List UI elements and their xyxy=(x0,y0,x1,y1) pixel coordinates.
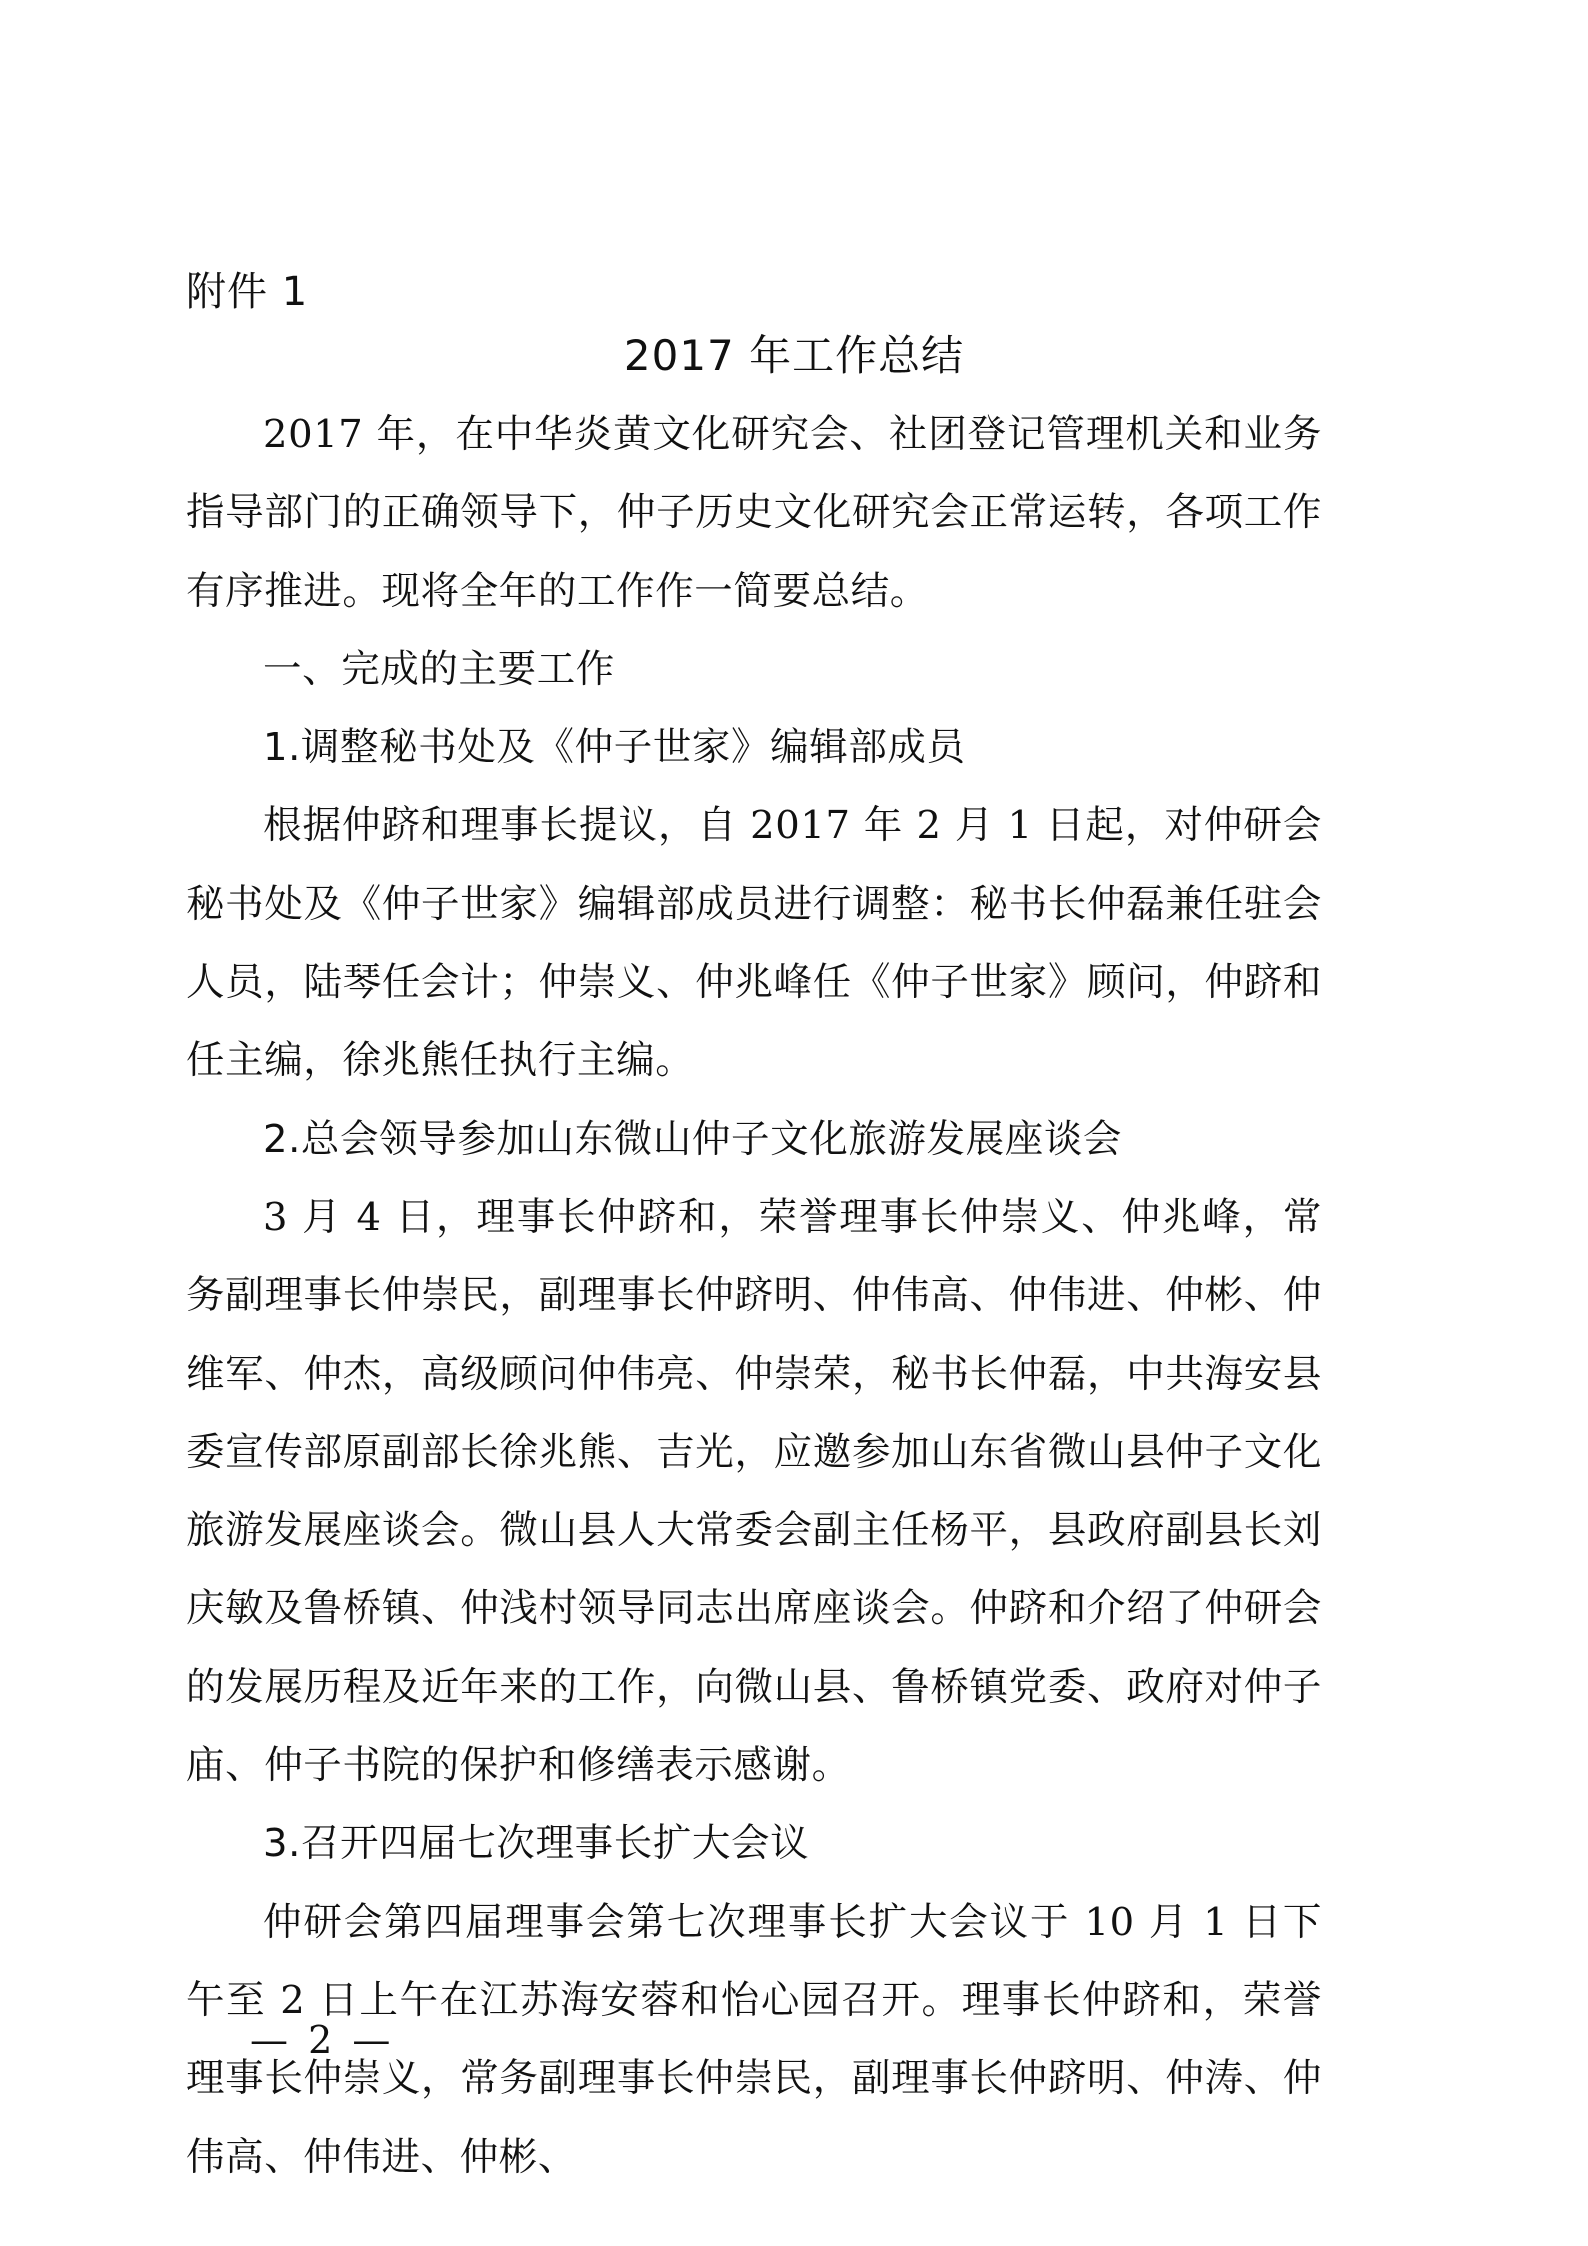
item-heading-1: 1.调整秘书处及《仲子世家》编辑部成员 xyxy=(263,725,966,771)
document-title: 2017 年工作总结 xyxy=(623,331,965,380)
intro-paragraph: 2017 年，在中华炎黄文化研究会、社团登记管理机关和业务指导部门的正确领导下，仲子历史文化研究会正常运转，各项工作有序推进。现将全年的工作作一简要总结。 xyxy=(186,412,1322,614)
item-heading-2: 2.总会领导参加山东微山仲子文化旅游发展座谈会 xyxy=(263,1116,1123,1162)
item-paragraph-3: 仲研会第四届理事会第七次理事长扩大会议于 10 月 1 日下午至 2 日上午在江苏海安蓉和怡心园召开。理事长仲跻和，荣誉理事长仲崇义，常务副理事长仲崇民，副理事长仲跻明、仲涛、仲伟高、仲伟进、仲彬、 xyxy=(186,1899,1322,2180)
item-paragraph-2: 3 月 4 日，理事长仲跻和，荣誉理事长仲崇义、仲兆峰，常务副理事长仲崇民，副理事长仲跻明、仲伟高、仲伟进、仲彬、仲维军、仲杰，高级顾问仲伟亮、仲崇荣，秘书长仲磊，中共海安县委宣传部原副部长徐兆熊、吉光，应邀参加山东省微山县仲子文化旅游发展座谈会。微山县人大常委会副主任杨平，县政府副县长刘庆敏及鲁桥镇、仲浅村领导同志出席座谈会。仲跻和介绍了仲研会的发展历程及近年来的工作，向微山县、鲁桥镇党委、政府对仲子庙、仲子书院的保护和修缮表示感谢。 xyxy=(186,1194,1322,1789)
item-heading-3: 3.召开四届七次理事长扩大会议 xyxy=(263,1821,810,1867)
item-paragraph-1: 根据仲跻和理事长提议，自 2017 年 2 月 1 日起，对仲研会秘书处及《仲子世家》编辑部成员进行调整：秘书长仲磊兼任驻会人员，陆琴任会计；仲崇义、仲兆峰任《仲子世家》顾问，仲跻和任主编，徐兆熊任执行主编。 xyxy=(186,803,1322,1084)
section-heading: 一、完成的主要工作 xyxy=(263,646,615,692)
page-number: — 2 — xyxy=(250,2018,395,2062)
document-body xyxy=(186,396,1322,2197)
attachment-label: 附件 1 xyxy=(186,269,309,315)
